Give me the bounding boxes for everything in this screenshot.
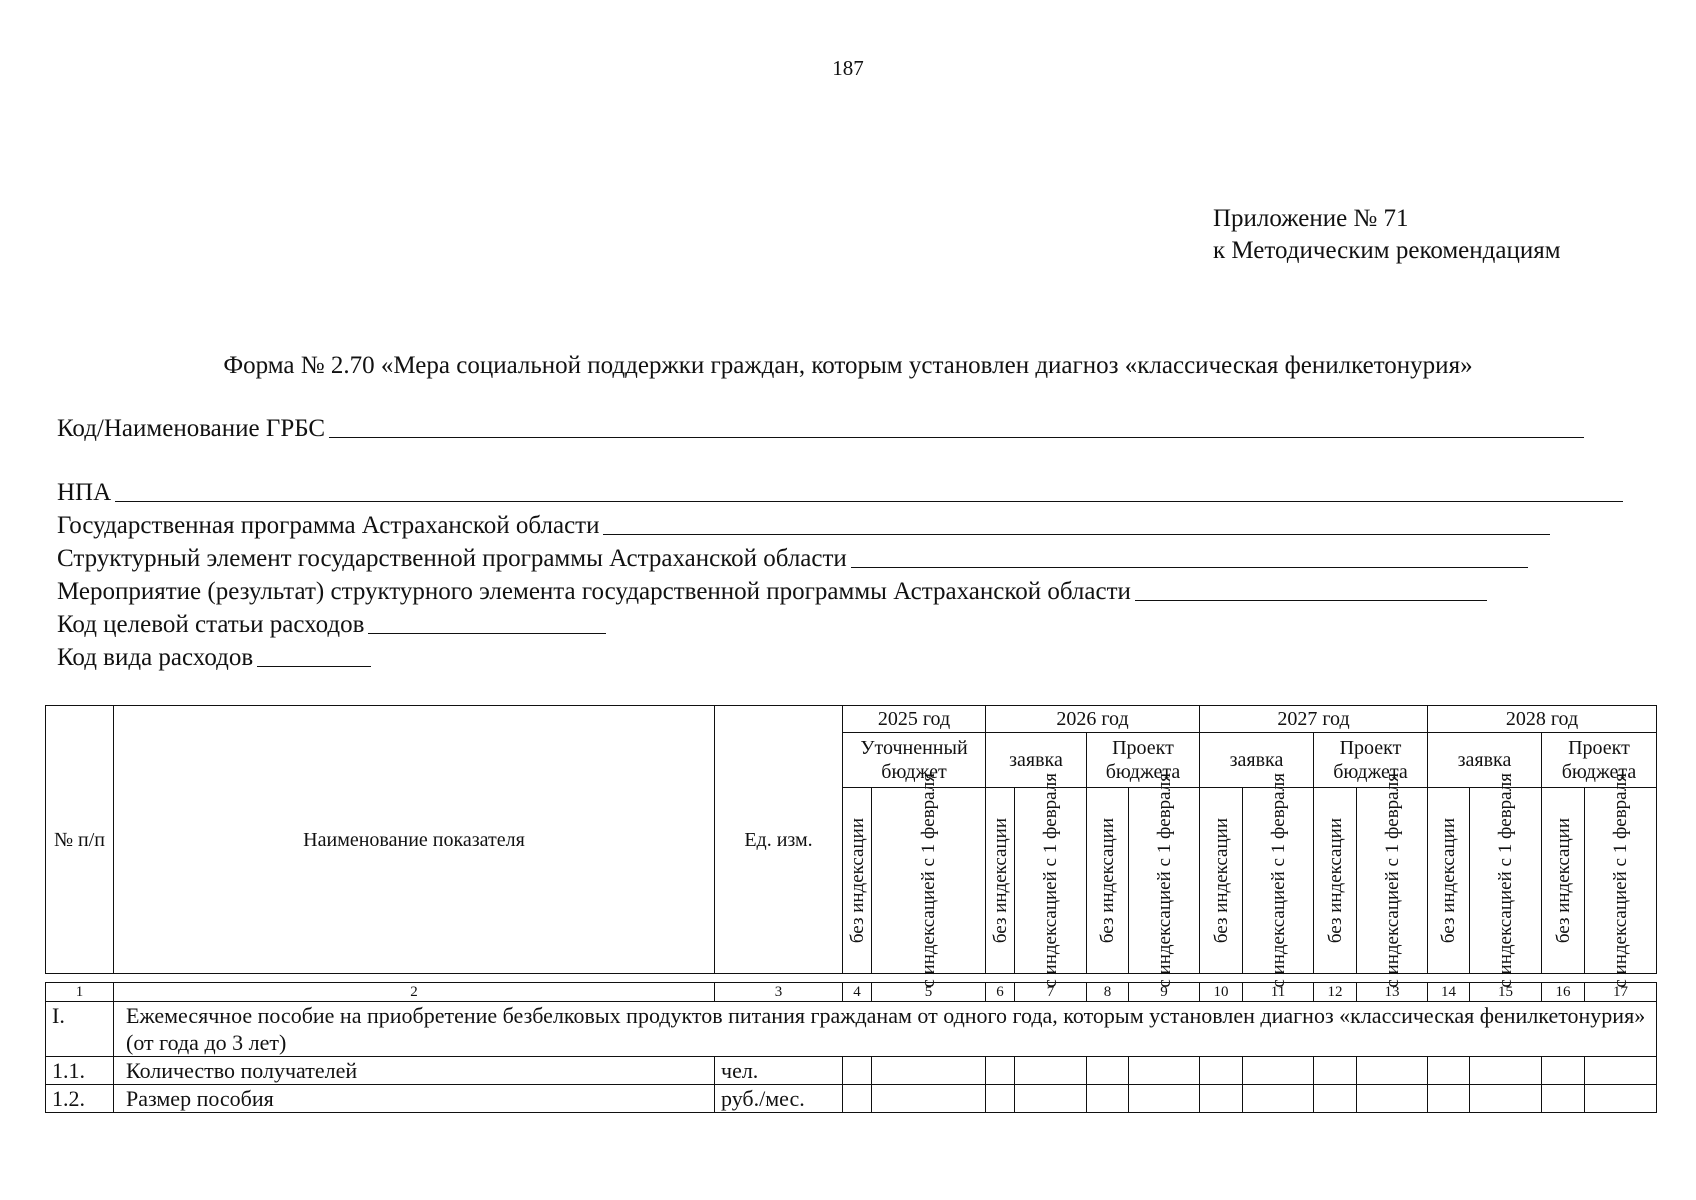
header-year-2026: 2026 год: [986, 706, 1200, 733]
header-with-index-col5: с индексацией с 1 февраля: [872, 788, 986, 974]
header-with-index-col11: с индексацией с 1 февраля: [1243, 788, 1314, 974]
header-no-index-col16: без индексации: [1542, 788, 1585, 974]
value-cell[interactable]: [1542, 1057, 1585, 1085]
column-number: 10: [1200, 983, 1243, 1002]
row-indicator-name: Размер пособия: [114, 1085, 715, 1113]
value-cell[interactable]: [1200, 1085, 1243, 1113]
program-label: Государственная программа Астраханской области: [57, 512, 600, 539]
header-no-index-col4: без индексации: [843, 788, 872, 974]
header-unit: Ед. изм.: [715, 706, 843, 974]
value-cell[interactable]: [1314, 1057, 1357, 1085]
value-cell[interactable]: [1200, 1057, 1243, 1085]
measure-field: [57, 577, 1487, 607]
header-no-index-col8: без индексации: [1087, 788, 1129, 974]
header-no-index-col14: без индексации: [1428, 788, 1470, 974]
value-cell[interactable]: [986, 1085, 1015, 1113]
column-number: 5: [872, 983, 986, 1002]
structural-input-line[interactable]: [851, 567, 1528, 568]
value-cell[interactable]: [843, 1085, 872, 1113]
header-with-index-col9: с индексацией с 1 февраля: [1129, 788, 1200, 974]
header-with-index-col15: с индексацией с 1 февраля: [1470, 788, 1542, 974]
value-cell[interactable]: [1357, 1057, 1428, 1085]
header-year-2027: 2027 год: [1200, 706, 1428, 733]
header-request-2028: заявка: [1428, 733, 1542, 788]
grbs-label: Код/Наименование ГРБС: [57, 415, 326, 442]
column-number: 15: [1470, 983, 1542, 1002]
value-cell[interactable]: [1015, 1085, 1087, 1113]
value-cell[interactable]: [872, 1085, 986, 1113]
column-number: 11: [1243, 983, 1314, 1002]
row-number: 1.2.: [46, 1085, 114, 1113]
header-num: № п/п: [46, 706, 114, 974]
table-row: [46, 1057, 1657, 1085]
header-draft-budget-2028: Проект бюджета: [1542, 733, 1657, 788]
row-unit: чел.: [715, 1057, 843, 1085]
column-number-row: [46, 983, 1657, 1002]
column-number: 16: [1542, 983, 1585, 1002]
row-unit: руб./мес.: [715, 1085, 843, 1113]
expense-code-label: Код вида расходов: [57, 644, 254, 671]
column-number: 3: [715, 983, 843, 1002]
npa-label: НПА: [57, 479, 112, 506]
column-number: 12: [1314, 983, 1357, 1002]
header-request-2027: заявка: [1200, 733, 1314, 788]
header-no-index-col6: без индексации: [986, 788, 1015, 974]
header-with-index-col7: с индексацией с 1 февраля: [1015, 788, 1087, 974]
table-header: [45, 705, 1657, 988]
value-cell[interactable]: [1243, 1085, 1314, 1113]
value-cell[interactable]: [1470, 1085, 1542, 1113]
header-with-index-col17: с индексацией с 1 февраля: [1585, 788, 1657, 974]
value-cell[interactable]: [1129, 1085, 1200, 1113]
appendix-note: [1213, 203, 1561, 267]
program-input-line[interactable]: [603, 534, 1550, 535]
measure-input-line[interactable]: [1135, 600, 1487, 601]
header-draft-budget-2026: Проект бюджета: [1087, 733, 1200, 788]
target-code-field: [57, 610, 606, 640]
npa-input-line[interactable]: [115, 501, 1623, 502]
page-number: 187: [832, 56, 864, 80]
column-number: 13: [1357, 983, 1428, 1002]
value-cell[interactable]: [1129, 1057, 1200, 1085]
target-code-label: Код целевой статьи расходов: [57, 611, 365, 638]
value-cell[interactable]: [1243, 1057, 1314, 1085]
npa-field: [57, 478, 1623, 508]
expense-code-input-line[interactable]: [257, 666, 371, 667]
section-title: Ежемесячное пособие на приобретение безбелковых продуктов питания гражданам от одного года, которым установлен диагноз «классическая фенилкетонурия» (от года до 3 лет): [114, 1002, 1657, 1057]
value-cell[interactable]: [872, 1057, 986, 1085]
value-cell[interactable]: [843, 1057, 872, 1085]
value-cell[interactable]: [1087, 1085, 1129, 1113]
column-number: 14: [1428, 983, 1470, 1002]
header-refined-budget-2025: Уточненный бюджет: [843, 733, 986, 788]
program-field: [57, 511, 1550, 541]
column-number: 8: [1087, 983, 1129, 1002]
header-no-index-col10: без индексации: [1200, 788, 1243, 974]
column-number: 6: [986, 983, 1015, 1002]
header-request-2026: заявка: [986, 733, 1087, 788]
measure-label: Мероприятие (результат) структурного элемента государственной программы Астраханской области: [57, 578, 1131, 605]
column-number: 4: [843, 983, 872, 1002]
header-year-2025: 2025 год: [843, 706, 986, 733]
target-code-input-line[interactable]: [368, 633, 606, 634]
header-draft-budget-2027: Проект бюджета: [1314, 733, 1428, 788]
value-cell[interactable]: [1314, 1085, 1357, 1113]
grbs-field: [57, 414, 1584, 444]
header-no-index-col12: без индексации: [1314, 788, 1357, 974]
value-cell[interactable]: [1542, 1085, 1585, 1113]
column-number: 7: [1015, 983, 1087, 1002]
section-row: [46, 1002, 1657, 1057]
structural-field: [57, 544, 1528, 574]
value-cell[interactable]: [1015, 1057, 1087, 1085]
appendix-reference: к Методическим рекомендациям: [1213, 237, 1561, 264]
form-title: Форма № 2.70 «Мера социальной поддержки граждан, которым установлен диагноз «классическая фенилкетонурия»: [223, 352, 1473, 379]
value-cell[interactable]: [1585, 1057, 1657, 1085]
value-cell[interactable]: [1470, 1057, 1542, 1085]
table-body: [45, 982, 1657, 1113]
row-number: 1.1.: [46, 1057, 114, 1085]
header-name: Наименование показателя: [114, 706, 715, 974]
value-cell[interactable]: [986, 1057, 1015, 1085]
column-number: 17: [1585, 983, 1657, 1002]
value-cell[interactable]: [1585, 1085, 1657, 1113]
row-indicator-name: Количество получателей: [114, 1057, 715, 1085]
header-with-index-col13: с индексацией с 1 февраля: [1357, 788, 1428, 974]
header-year-2028: 2028 год: [1428, 706, 1657, 733]
expense-code-field: [57, 643, 371, 673]
value-cell[interactable]: [1428, 1085, 1470, 1113]
value-cell[interactable]: [1087, 1057, 1129, 1085]
structural-label: Структурный элемент государственной программы Астраханской области: [57, 545, 847, 572]
column-number: 1: [46, 983, 114, 1002]
grbs-input-line[interactable]: [329, 437, 1584, 438]
table-row: [46, 1085, 1657, 1113]
column-number: 2: [114, 983, 715, 1002]
value-cell[interactable]: [1357, 1085, 1428, 1113]
column-number: 9: [1129, 983, 1200, 1002]
section-number: I.: [46, 1002, 114, 1057]
value-cell[interactable]: [1428, 1057, 1470, 1085]
appendix-number: Приложение № 71: [1213, 205, 1409, 232]
